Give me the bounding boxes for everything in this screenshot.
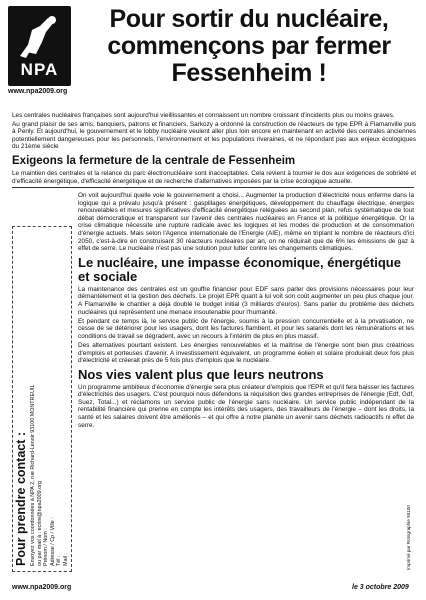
intro-paragraph-1: Les centrales nucléaires françaises sont aujourd'hui vieillissantes et connaissent un nombre croissant d'incidents plus ou moins graves. (12, 112, 395, 119)
contact-mail: ou par mail à : ecrire@npa2009.org (36, 481, 43, 566)
contact-address-field[interactable]: Adresse / Cp / Ville : (49, 517, 56, 566)
main-paragraph-2: La maintenance des centrales est un gouffre financier pour EDF sans parler des provisions nécessaires pour leur démantèlement et la gestion des déchets. Le projet EPR quant à lui voit son coût augmenter un peu plus chaque jour. A Flamanville le chantier a déjà doublé le budget initial (3 milliards d'euros). Sans parler du problème des déchets nucléaires qui représentent une menace insoutenable pour l'humanité. (78, 285, 414, 316)
main-paragraph-5: Un programme ambitieux d'économie d'énergie sera plus créateur d'emplois que l'EPR et qu'il fera baisser les factures d'électricités des usagers. C'est pourquoi nous défendons la réquisition des grandes entreprises de l'énergie (Edf, Gdf, Suez, Total...) et réclamons un service public de l'énergie sans nucléaire. Un service public indépendant de la rentabilité financière qui prenne en compte les intérêts des usagers, des travailleurs de l'énergie – dont les droits, la santé et les salaires doivent être améliorés – et qui offre à notre planète un avenir sans déchets radioactifs ni effet de serre. (78, 383, 414, 429)
section-heading-impasse: Le nucléaire, une impasse économique, énergétique et sociale (78, 254, 401, 284)
contact-coupon (14, 228, 70, 570)
megaphone-figure-icon (18, 12, 62, 58)
intro-paragraph-2: Au grand plaisir de ses amis, banquiers, patrons et financiers, Sarkozy a ordonné la construction de réacteurs de type EPR à Flamanville puis à Penly. Et aujourd'hui, le gouvernement et le lobby nucléaire veulent aller plus loin encore en maintenant en activité des centrales anciennes potentiellement dangereuses pour les personnels, l'environnement et les populations riveraines, et ne répondant pas aux enjeux écologiques du 21ème siècle (12, 120, 416, 151)
contact-title: Pour prendre contact : (14, 431, 28, 566)
section-heading-fessenheim: Exigeons la fermeture de la centrale de Fessenheim (12, 155, 296, 167)
publication-date: le 3 octobre 2009 (352, 584, 409, 591)
section-subtext: Le maintien des centrales et la relance du parc électronucléaire sont inacceptables. Cela revient à tourner le dos aux exigences de sobriété et d'efficacité énergétique, d'efficacité énergétique et de recherche d'alternatives imposées par la crise écologique actuelle. (12, 170, 416, 185)
intro-text (12, 112, 416, 152)
logo-text: NPA (20, 60, 59, 79)
page-title: Pour sortir du nucléaire, commençons par fermer Fessenheim ! (107, 5, 391, 87)
imprint-text: Imprimé par Rotographie 93100 (406, 505, 411, 570)
main-column (78, 192, 414, 431)
contact-phone-field[interactable]: Tél : (56, 555, 63, 566)
site-url-top: www.npa2009.org (8, 88, 68, 95)
site-url-bottom[interactable]: www.npa2009.org (12, 584, 72, 591)
npa-logo (8, 6, 71, 86)
contact-email-field[interactable]: Mail : (62, 553, 69, 566)
section-heading-neutrons: Nos vies valent plus que leurs neutrons (78, 366, 324, 382)
main-paragraph-4: Des alternatives pourtant existent. Les énergies renouvelables et la maîtrise de l'énergie sont bien plus créatrices d'emplois et porteuses d'avenir. A investissement équivalent, un programme éolien et solaire produirait deux fois plus d'électricité et créerait près de 5 fois plus d'emplois que le nucléaire. (78, 341, 414, 365)
imprint-note (403, 470, 415, 570)
main-paragraph-3: Et pendant ce temps là, le service public de l'énergie, soumis à la pression concurrentielle et à la privatisation, ne cesse de se détériorer pour les usagers, dont les factures flambent, et pour les salariés dont les rémunérations et les conditions de travail se dégradent, avec un recours à l'intérim de plus en plus massif. (78, 317, 414, 340)
contact-name-field[interactable]: Prénom / Nom : (43, 528, 50, 566)
main-paragraph-1: On voit aujourd'hui quelle voie le gouvernement a choisi... Augmenter la production d'électricité nous enferme dans la logique qui a prévalu jusqu'à présent : gaspillages énergétiques, développement du chauffage électrique, énergies renouvelables et mesures significatives d'efficacité énergétique reléguées au second plan, refus systématique de tout débat démocratique et transparent sur l'avenir des centrales nucléaires en France et la politique énergétique. Or la crise climatique nécessite une rupture radicale avec les logiques et les modes de production et de consommation d'énergie actuels. Mais selon l'Agence internationale de l'Energie (AIE), même en triplant le nombre de réacteurs d'ici 2050, c'est-à-dire en construisant 30 réacteurs nucléaires par an, on ne réduirait que de 6% les émissions de gaz à effet de serre. Le nucléaire n'est pas une solution pour lutter contre les changements climatiques. (78, 192, 414, 253)
contact-lines (30, 232, 70, 566)
divider (12, 187, 414, 188)
contact-address: Envoyez vos coordonnées à NPA 2, rue Richard-Lenoir 93100 MONTREUIL (30, 384, 36, 566)
